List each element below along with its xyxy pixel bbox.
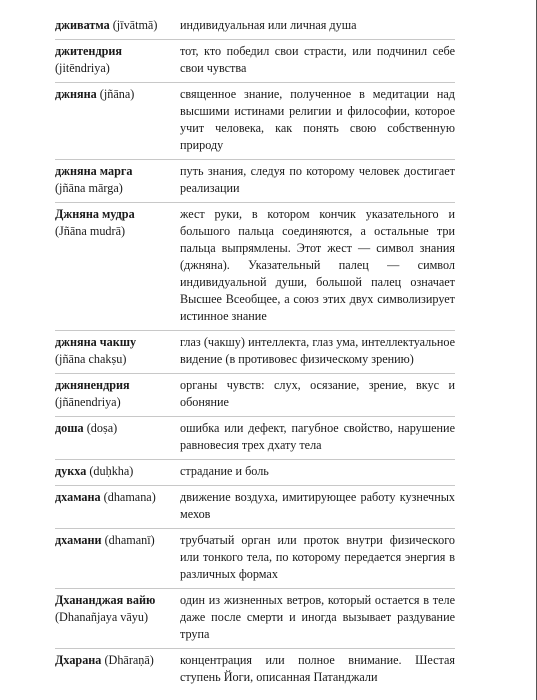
term: джняна чакшу: [55, 335, 137, 349]
glossary-entry: [55, 203, 455, 331]
transliteration: (Dhanañjaya vāyu): [55, 610, 149, 624]
glossary-entry: [55, 40, 455, 83]
transliteration: (doṣa): [86, 421, 118, 435]
term-cell: [55, 532, 180, 583]
term: джняна марга: [55, 164, 133, 178]
term: Дхарана: [55, 653, 102, 667]
definition: трубчатый орган или проток внутри физического или тонкого тела, по которому передается энергия в различных формах: [180, 533, 455, 581]
term: дхамана: [55, 490, 101, 504]
term-cell: [55, 334, 180, 368]
glossary-entry: [55, 649, 455, 691]
term-cell: [55, 489, 180, 523]
transliteration: (dhamanī): [104, 533, 155, 547]
glossary-entry: [55, 529, 455, 589]
term-cell: [55, 592, 180, 643]
term: джняна: [55, 87, 97, 101]
glossary-entry: [55, 83, 455, 160]
transliteration: (jitēndriya): [55, 61, 110, 75]
definition: путь знания, следуя по которому человек достигает реализации: [180, 164, 455, 195]
term-cell: [55, 420, 180, 454]
definition: индивидуальная или личная душа: [180, 18, 357, 32]
transliteration: (jñāna mārga): [55, 181, 123, 195]
term: дукха: [55, 464, 87, 478]
term-cell: [55, 86, 180, 154]
definition: один из жизненных ветров, который остается в теле даже после смерти и иногда вызывает раздувание трупа: [180, 593, 455, 641]
definition: жест руки, в котором кончик указательного и большого пальца соединяются, а остальные три пальца выпрямлены. Этот жест — символ знания (джняна). Указательный палец — символ индивидуальной души, большой палец означает Высшее Всеобщее, а союз этих двух символизирует истинное знание: [180, 207, 455, 323]
term: дживатма: [55, 18, 110, 32]
transliteration: (Jñāna mudrā): [55, 224, 126, 238]
glossary-entry: [55, 14, 455, 40]
glossary-entry: [55, 331, 455, 374]
transliteration: (jñāna): [99, 87, 135, 101]
term-cell: [55, 163, 180, 197]
term: доша: [55, 421, 84, 435]
transliteration: (jñāna chakṣu): [55, 352, 127, 366]
term: дхамани: [55, 533, 102, 547]
term: Дхананджая вайю: [55, 593, 156, 607]
transliteration: (jñānendriya): [55, 395, 121, 409]
glossary-entry: [55, 417, 455, 460]
term-cell: [55, 652, 180, 686]
definition: священное знание, полученное в медитации над высшими истинами религии и философии, которое учит человека, как понять свою собственную природу: [180, 87, 455, 152]
glossary-table: [55, 14, 455, 691]
glossary-entry: [55, 486, 455, 529]
term: Джняна мудра: [55, 207, 135, 221]
glossary-entry: [55, 589, 455, 649]
definition: ошибка или дефект, пагубное свойство, нарушение равновесия трех дхату тела: [180, 421, 455, 452]
term: джнянендрия: [55, 378, 130, 392]
term: джитендрия: [55, 44, 123, 58]
transliteration: (duḥkha): [89, 464, 134, 478]
definition: движение воздуха, имитирующее работу кузнечных мехов: [180, 490, 455, 521]
term-cell: [55, 206, 180, 325]
definition: органы чувств: слух, осязание, зрение, вкус и обоняние: [180, 378, 455, 409]
glossary-entry: [55, 460, 455, 486]
definition: глаз (чакшу) интеллекта, глаз ума, интеллектуальное видение (в противовес физическому зрению): [180, 335, 455, 366]
definition: концентрация или полное внимание. Шестая ступень Йоги, описанная Патанджали: [180, 653, 455, 684]
term-cell: [55, 43, 180, 77]
term-cell: [55, 463, 180, 480]
glossary-entry: [55, 160, 455, 203]
term-cell: [55, 377, 180, 411]
definition: страдание и боль: [180, 464, 269, 478]
transliteration: (dhamana): [103, 490, 156, 504]
glossary-entry: [55, 374, 455, 417]
definition: тот, кто победил свои страсти, или подчинил себе свои чувства: [180, 44, 455, 75]
term-cell: [55, 17, 180, 34]
transliteration: (Dhāraṇā): [104, 653, 154, 667]
transliteration: (jīvātmā): [112, 18, 158, 32]
